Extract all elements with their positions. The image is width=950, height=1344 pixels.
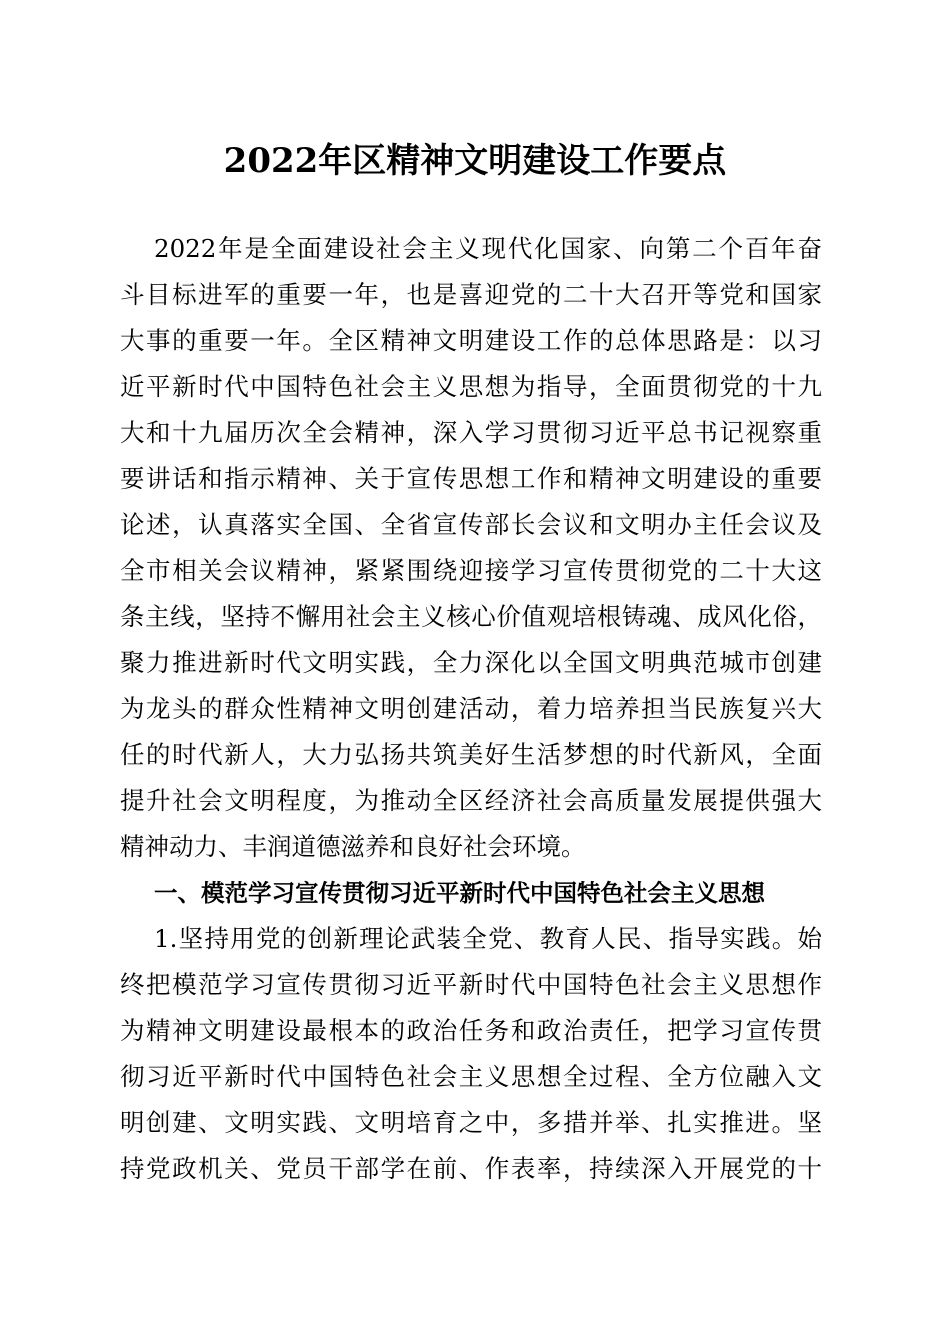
intro-line: 要讲话和指示精神、关于宣传思想工作和精神文明建设的重要: [120, 464, 822, 493]
item-line: 终把模范学习宣传贯彻习近平新时代中国特色社会主义思想作: [120, 970, 822, 999]
intro-line: 全市相关会议精神，紧紧围绕迎接学习宣传贯彻党的二十大这: [120, 556, 822, 585]
intro-line: 近平新时代中国特色社会主义思想为指导，全面贯彻党的十九: [120, 372, 822, 401]
item-line: 持党政机关、党员干部学在前、作表率，持续深入开展党的十: [120, 1154, 822, 1183]
intro-line: 为龙头的群众性精神文明创建活动，着力培养担当民族复兴大: [120, 694, 822, 723]
section-heading: 一、模范学习宣传贯彻习近平新时代中国特色社会主义思想: [154, 879, 765, 907]
item-line: 为精神文明建设最根本的政治任务和政治责任，把学习宣传贯: [120, 1016, 822, 1045]
intro-line: 精神动力、丰润道德滋养和良好社会环境。: [120, 832, 586, 861]
intro-line: 大和十九届历次全会精神，深入学习贯彻习近平总书记视察重: [120, 418, 822, 447]
intro-line: 条主线，坚持不懈用社会主义核心价值观培根铸魂、成风化俗，: [120, 602, 822, 631]
intro-line: 提升社会文明程度，为推动全区经济社会高质量发展提供强大: [120, 786, 822, 815]
intro-line: 2022年是全面建设社会主义现代化国家、向第二个百年奋: [154, 234, 822, 263]
item-line: 明创建、文明实践、文明培育之中，多措并举、扎实推进。坚: [120, 1108, 822, 1137]
document-title: 2022年区精神文明建设工作要点: [223, 141, 727, 181]
intro-line: 任的时代新人，大力弘扬共筑美好生活梦想的时代新风，全面: [120, 740, 822, 769]
item-line: 彻习近平新时代中国特色社会主义思想全过程、全方位融入文: [120, 1062, 822, 1091]
intro-line: 聚力推进新时代文明实践，全力深化以全国文明典范城市创建: [120, 648, 822, 677]
intro-line: 斗目标进军的重要一年，也是喜迎党的二十大召开等党和国家: [120, 280, 822, 309]
intro-line: 大事的重要一年。全区精神文明建设工作的总体思路是：以习: [120, 326, 822, 355]
item-line: 1.坚持用党的创新理论武装全党、教育人民、指导实践。始: [154, 924, 822, 953]
intro-line: 论述，认真落实全国、全省宣传部长会议和文明办主任会议及: [120, 510, 822, 539]
